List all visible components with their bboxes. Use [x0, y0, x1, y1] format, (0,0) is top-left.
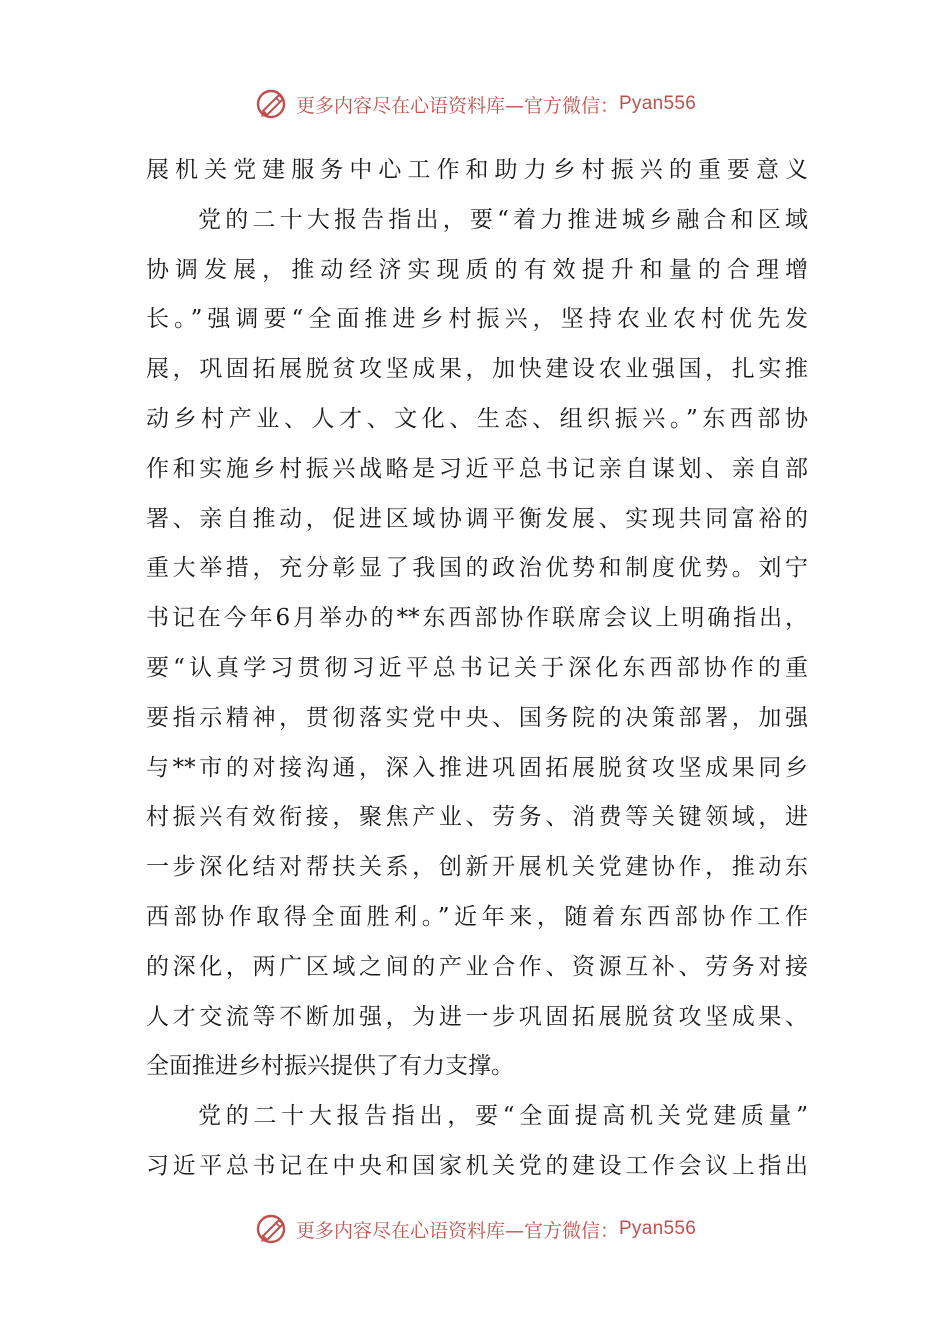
pen-logo-icon [254, 86, 290, 122]
text-line: 村振兴有效衔接，聚焦产业、劳务、消费等关键领域，进 [146, 804, 808, 831]
watermark-footer [0, 1209, 950, 1249]
text-line: 全面推进乡村振兴提供了有力支撑。 [146, 1053, 514, 1080]
text-line: 作和实施乡村振兴战略是习近平总书记亲自谋划、亲自部 [146, 455, 808, 482]
text-line: 重大举措，充分彰显了我国的政治优势和制度优势。刘宁 [146, 555, 808, 582]
text-line: 西部协作取得全面胜利。”近年来，随着东西部协作工作 [146, 903, 808, 930]
text-line: 展，巩固拓展脱贫攻坚成果，加快建设农业强国，扎实推 [146, 356, 808, 383]
watermark-handle: Pyan556 [618, 93, 697, 114]
text-line: 一步深化结对帮扶关系，创新开展机关党建协作，推动东 [146, 854, 808, 881]
text-line: 党的二十大报告指出，要“着力推进城乡融合和区域 [198, 206, 808, 233]
text-line: 的深化，两广区域之间的产业合作、资源互补、劳务对接 [146, 953, 808, 980]
watermark-header [0, 84, 950, 124]
watermark-text: 更多内容尽在心语资料库—官方微信： [295, 1219, 619, 1242]
text-line: 署、亲自推动，促进区域协调平衡发展、实现共同富裕的 [146, 505, 808, 532]
text-line: 人才交流等不断加强，为进一步巩固拓展脱贫攻坚成果、 [146, 1003, 808, 1030]
text-line: 与**市的对接沟通，深入推进巩固拓展脱贫攻坚成果同乡 [146, 754, 808, 781]
pen-logo-icon [254, 1211, 290, 1247]
text-line: 要“认真学习贯彻习近平总书记关于深化东西部协作的重 [146, 654, 808, 681]
text-line: 习近平总书记在中央和国家机关党的建设工作会议上指出 [146, 1152, 808, 1179]
watermark-handle: Pyan556 [618, 1218, 697, 1239]
text-line: 动乡村产业、人才、文化、生态、组织振兴。”东西部协 [146, 405, 808, 432]
text-line: 长。”强调要“全面推进乡村振兴，坚持农业农村优先发 [146, 306, 808, 333]
document-body [146, 146, 808, 1192]
text-line: 党的二十大报告指出，要“全面提高机关党建质量” [198, 1103, 808, 1130]
text-line: 要指示精神，贯彻落实党中央、国务院的决策部署，加强 [146, 704, 808, 731]
text-line: 展机关党建服务中心工作和助力乡村振兴的重要意义 [146, 157, 808, 183]
text-line: 书记在今年6月举办的**东西部协作联席会议上明确指出， [146, 605, 808, 632]
watermark-text: 更多内容尽在心语资料库—官方微信： [295, 94, 619, 117]
text-line: 协调发展，推动经济实现质的有效提升和量的合理增 [146, 256, 808, 283]
